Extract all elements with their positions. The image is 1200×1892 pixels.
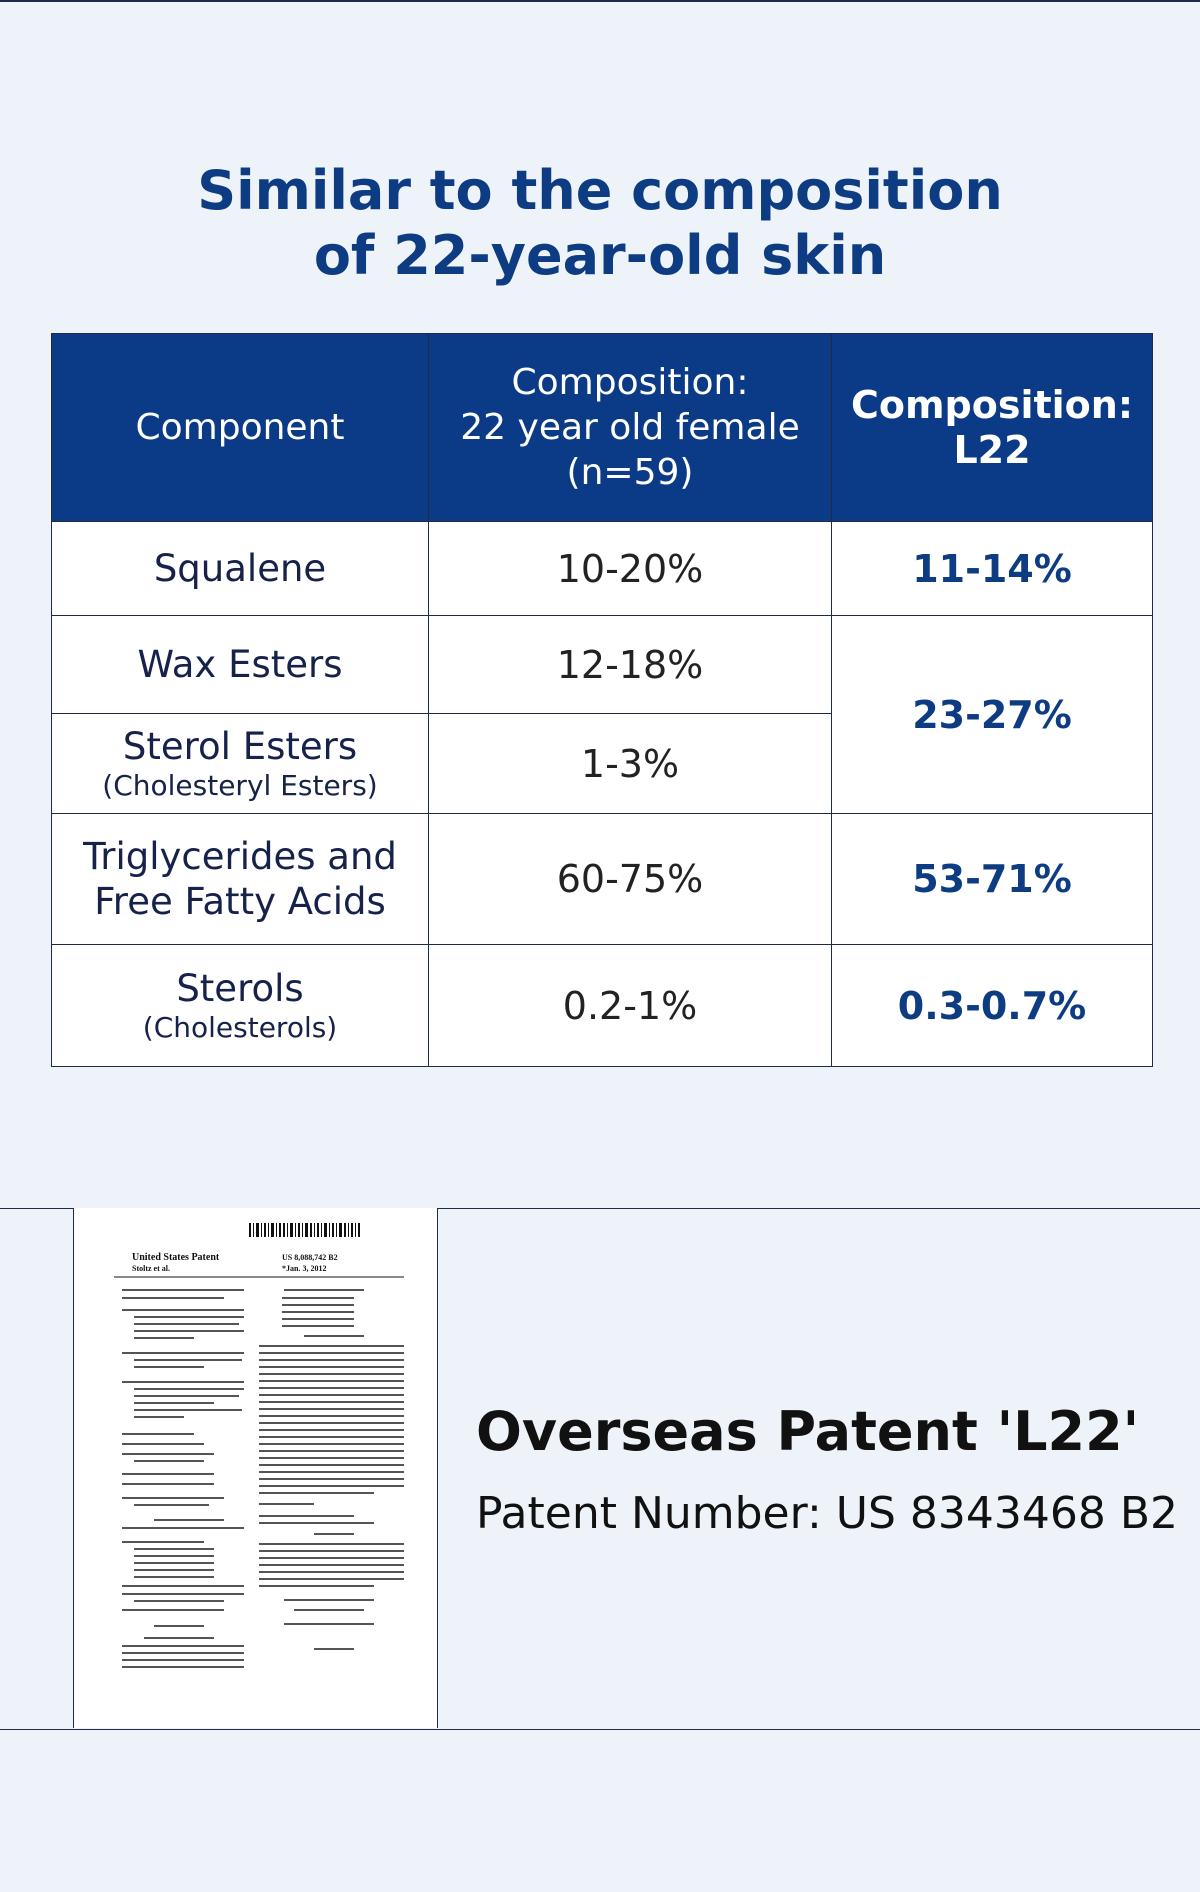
component-cell: Squalene bbox=[52, 522, 429, 616]
female-value-cell: 10-20% bbox=[429, 522, 832, 616]
table-header-row bbox=[52, 334, 1153, 522]
table-row bbox=[52, 814, 1153, 945]
l22-value-cell: 53-71% bbox=[832, 814, 1153, 945]
svg-text:US 8,088,742 B2: US 8,088,742 B2 bbox=[282, 1253, 338, 1262]
female-value-cell: 60-75% bbox=[429, 814, 832, 945]
table-row bbox=[52, 522, 1153, 616]
female-value-cell: 12-18% bbox=[429, 616, 832, 714]
l22-value-cell: 11-14% bbox=[832, 522, 1153, 616]
component-cell: Triglycerides and Free Fatty Acids bbox=[52, 814, 429, 945]
barcode-icon bbox=[249, 1223, 360, 1237]
patent-title: Overseas Patent 'L22' bbox=[476, 1400, 1140, 1463]
patent-document-image bbox=[73, 1208, 438, 1728]
table-row bbox=[52, 945, 1153, 1067]
top-border-line bbox=[0, 0, 1200, 2]
title-line-2: of 22-year-old skin bbox=[313, 224, 887, 287]
female-value-cell: 1-3% bbox=[429, 714, 832, 814]
component-cell: Wax Esters bbox=[52, 616, 429, 714]
header-component: Component bbox=[52, 334, 429, 522]
patent-page-illustration bbox=[74, 1208, 436, 1726]
header-female-composition: Composition: 22 year old female (n=59) bbox=[429, 334, 832, 522]
female-value-cell: 0.2-1% bbox=[429, 945, 832, 1067]
component-cell: Sterol Esters (Cholesteryl Esters) bbox=[52, 714, 429, 814]
l22-value-cell: 0.3-0.7% bbox=[832, 945, 1153, 1067]
header-l22-composition: Composition: L22 bbox=[832, 334, 1153, 522]
svg-text:Stoltz et al.: Stoltz et al. bbox=[132, 1264, 170, 1273]
svg-text:United States Patent: United States Patent bbox=[132, 1252, 220, 1263]
l22-value-cell-merged: 23-27% bbox=[832, 616, 1153, 814]
title-line-1: Similar to the composition bbox=[197, 159, 1003, 222]
table-row bbox=[52, 616, 1153, 714]
patent-number: Patent Number: US 8343468 B2 bbox=[476, 1488, 1179, 1539]
composition-table bbox=[51, 333, 1153, 1067]
page-title bbox=[0, 158, 1200, 288]
svg-text:*Jan. 3, 2012: *Jan. 3, 2012 bbox=[282, 1264, 327, 1273]
component-cell: Sterols (Cholesterols) bbox=[52, 945, 429, 1067]
